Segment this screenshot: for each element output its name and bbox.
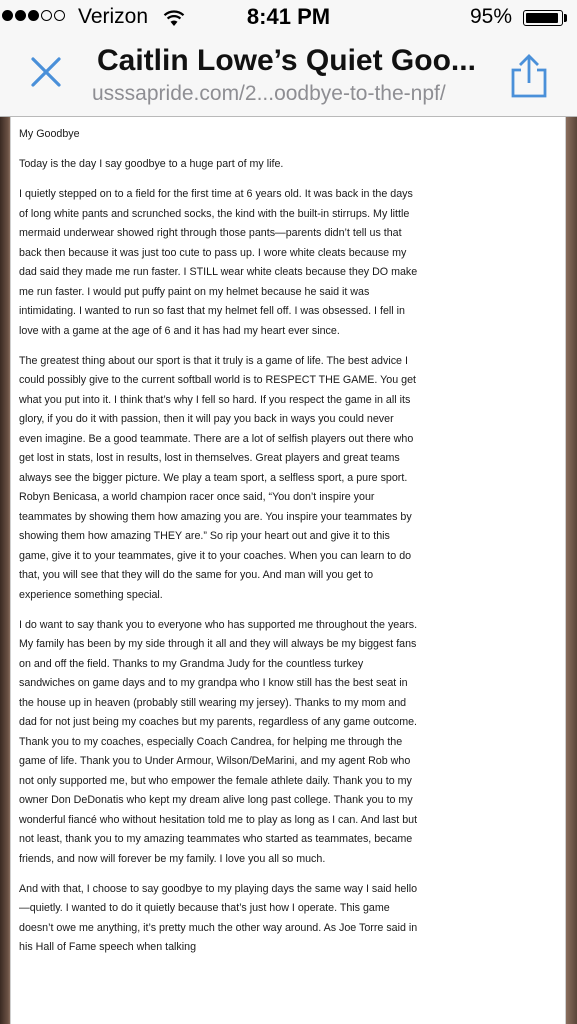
article — [10, 117, 566, 1024]
battery-percent: 95% — [470, 5, 513, 28]
article-paragraph: The greatest thing about our sport is that it truly is a game of life. The best advice I could possibly give to the current softball world is to RESPECT THE GAME. You get what you put into it. I think that’s why I fell so hard. If you respect the game in all its glory, if you do it with passion, then it will pay you back in ways you could never even imagine. Be a good teammate. There are a lot of selfish players out there who get lost in stats, lost in results, lost in themselves. Great players and great teams always see the bigger picture. We play a team sport, a selfless sport, a pure sport. Robyn Benicasa, a world champion racer once said, “You don’t inspire your teammates by showing them how amazing you are. You inspire your teammates by showing them how amazing THEY are.” So rip your heart out and give it to this game, give it to your teammates, give it to your coaches. When you can learn to do that, you will see that they will do the same for you. And man will you get to experience something special. — [19, 354, 417, 601]
web-page[interactable] — [0, 117, 577, 1024]
battery-terminal — [564, 14, 567, 22]
article-heading: My Goodbye — [19, 128, 80, 140]
carrier-name: Verizon — [78, 5, 149, 28]
article-paragraph: I do want to say thank you to everyone who has supported me throughout the years. My family has been by my side through it all and they will always be my biggest fans on and off the field. Thanks to my Grandma Judy for the countless turkey sandwiches on game days and to my grandpa who I know still has the best seat in the house up in heaven (probably still wearing my jersey). Thanks to my mom and dad for not just being my coaches but my parents, regardless of any game outcome. Thank you to my coaches, especially Coach Candrea, for helping me through the game of life. Thank you to Under Armour, Wilson/DeMarini, and my agent Rob who not only supported me, but who empower the female athlete daily. Thank you to my owner Don DeDonatis who kept my dream alive long past college. Thank you to my wonderful fiancé who without hesitation told me to play as long as I can. And last but not least, thank you to my amazing teammates who started as teammates, became friends, and now will forever be my family. I love you all so much. — [19, 618, 418, 865]
share-icon[interactable] — [509, 54, 549, 98]
page-url[interactable]: usssapride.com/2...oodbye-to-the-npf/ — [92, 82, 446, 105]
article-paragraph: Today is the day I say goodbye to a huge part of my life. — [19, 158, 284, 170]
browser-nav-bar — [0, 36, 577, 117]
battery-icon — [523, 10, 563, 26]
status-bar — [0, 0, 577, 36]
battery-level — [526, 13, 558, 23]
close-icon[interactable] — [28, 54, 64, 90]
article-paragraph: And with that, I choose to say goodbye to my playing days the same way I said hello—quietly. I wanted to do it quietly because that’s just how I operate. This game doesn’t owe me anything, it’s pretty much the other way around. As Joe Torre said in his Hall of Fame speech when talking — [19, 882, 418, 953]
page-title: Caitlin Lowe’s Quiet Goo... — [97, 44, 476, 77]
status-time: 8:41 PM — [246, 4, 331, 29]
article-paragraph: I quietly stepped on to a field for the first time at 6 years old. It was back in the days of long white pants and scrunched socks, the kind with the built-in stirrups. My little mermaid underwear showed right through those pants—parents didn’t tell us that back then because it was just too cute to pass up. I wore white cleats because my dad said they made me run faster. I STILL wear white cleats because they DO make me run faster. I would put puffy paint on my helmet because he said it was intimidating. I wanted to run so fast that my helmet fell off. I was obsessed. I fell in love with a game at the age of 6 and it has had my heart ever since. — [19, 188, 418, 337]
